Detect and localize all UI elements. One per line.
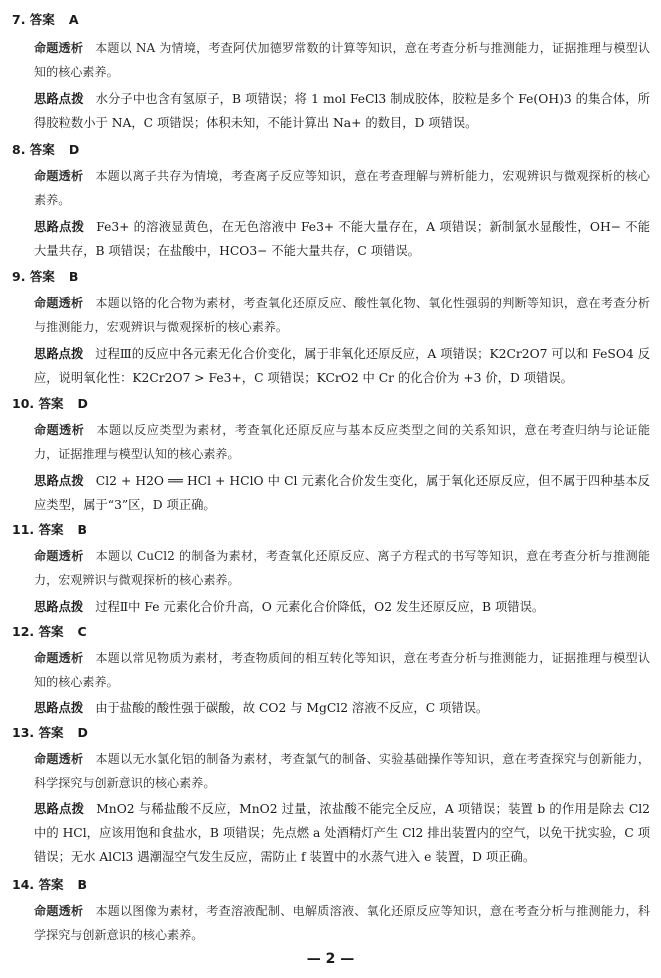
answer-7-value: A (68, 12, 79, 27)
answer-10-value: D (77, 396, 88, 411)
answer-11-value: B (77, 522, 88, 537)
answer-13-value: D (77, 725, 88, 740)
answer-12 (12, 624, 652, 640)
answer-7 (12, 12, 652, 28)
item-11-hint (34, 595, 650, 619)
analysis-text: 本题以反应类型为素材，考查氧化还原反应与基本反应类型之间的关系知识，意在考查归纳与论证能力，证据推理与模型认知的核心素养。 (34, 423, 650, 461)
answer-11-label: 11. 答案 (12, 522, 64, 537)
analysis-text: 本题以铬的化合物为素材，考查氧化还原反应、酸性氧化物、氧化性强弱的判断等知识，意在考查分析与推测能力，宏观辨识与微观探析的核心素养。 (34, 296, 650, 334)
analysis-label: 命题透析 (34, 423, 85, 437)
analysis-text: 本题以 NA 为情境，考查阿伏加德罗常数的计算等知识，意在考查分析与推测能力，证据推理与模型认知的核心素养。 (34, 41, 650, 79)
analysis-text: 本题以 CuCl2 的制备为素材，考查氧化还原反应、离子方程式的书写等知识，意在考查分析与推测能力，宏观辨识与微观探析的核心素养。 (34, 549, 650, 587)
item-12-analysis (34, 646, 650, 694)
item-9-analysis (34, 291, 650, 339)
item-11-analysis (34, 544, 650, 592)
hint-label: 思路点拨 (34, 220, 85, 234)
analysis-text: 本题以无水氯化铝的制备为素材，考查氯气的制备、实验基础操作等知识，意在考查探究与创新能力，科学探究与创新意识的核心素养。 (34, 752, 650, 790)
hint-label: 思路点拨 (34, 474, 84, 488)
hint-text: Cl2 + H2O ══ HCl + HClO 中 Cl 元素化合价发生变化，属于氧化还原反应，但不属于四种基本反应类型，属于“3”区，D 项正确。 (34, 474, 650, 512)
item-10-analysis (34, 418, 650, 466)
hint-label: 思路点拨 (34, 600, 84, 614)
analysis-label: 命题透析 (34, 904, 84, 918)
item-14-analysis (34, 899, 650, 947)
analysis-label: 命题透析 (34, 752, 84, 766)
analysis-label: 命题透析 (34, 41, 84, 55)
analysis-label: 命题透析 (34, 549, 84, 563)
hint-text: 由于盐酸的酸性强于碳酸，故 CO2 与 MgCl2 溶液不反应，C 项错误。 (95, 701, 489, 715)
item-7-analysis (34, 36, 650, 84)
answer-8-label: 8. 答案 (12, 142, 55, 157)
hint-text: Fe3+ 的溶液显黄色，在无色溶液中 Fe3+ 不能大量存在，A 项错误；新制氯水显酸性，OH− 不能大量共存，B 项错误；在盐酸中，HCO3− 不能大量共存，C 项错误。 (34, 220, 650, 258)
item-9-hint (34, 342, 650, 390)
hint-label: 思路点拨 (34, 347, 84, 361)
answer-13-label: 13. 答案 (12, 725, 64, 740)
hint-label: 思路点拨 (34, 92, 84, 106)
analysis-label: 命题透析 (34, 296, 84, 310)
item-8-analysis (34, 164, 650, 212)
answer-14-label: 14. 答案 (12, 877, 64, 892)
answer-14-value: B (77, 877, 88, 892)
item-10-hint (34, 469, 650, 517)
answer-10-label: 10. 答案 (12, 396, 64, 411)
analysis-text: 本题以离子共存为情境，考查离子反应等知识，意在考查理解与辨析能力，宏观辨识与微观探析的核心素养。 (34, 169, 650, 207)
page-number: — 2 — (306, 951, 355, 967)
answer-11 (12, 522, 652, 538)
hint-text: 过程Ⅱ中 Fe 元素化合价升高，O 元素化合价降低，O2 发生还原反应，B 项错误。 (95, 600, 545, 614)
analysis-label: 命题透析 (34, 651, 84, 665)
item-8-hint (34, 215, 650, 263)
answer-13 (12, 725, 652, 741)
answer-8 (12, 142, 652, 158)
hint-text: 水分子中也含有氢原子，B 项错误；将 1 mol FeCl3 制成胶体，胶粒是多个 Fe(OH)3 的集合体，所得胶粒数小于 NA，C 项错误；体积未知，不能计算出 Na+ 的数目，D 项错误。 (34, 92, 650, 130)
analysis-text: 本题以图像为素材，考查溶液配制、电解质溶液、氧化还原反应等知识，意在考查分析与推测能力，科学探究与创新意识的核心素养。 (34, 904, 650, 942)
answer-7-label: 7. 答案 (12, 12, 55, 27)
answer-12-value: C (77, 624, 87, 639)
hint-text: 过程Ⅲ的反应中各元素无化合价变化，属于非氧化还原反应，A 项错误；K2Cr2O7 可以和 FeSO4 反应，说明氧化性：K2Cr2O7 > Fe3+，C 项错误；KCrO2 中 Cr 的化合价为 +3 价，D 项错误。 (34, 347, 650, 385)
hint-text: MnO2 与稀盐酸不反应，MnO2 过量，浓盐酸不能完全反应，A 项错误；装置 b 的作用是除去 Cl2 中的 HCl，应该用饱和食盐水，B 项错误；先点燃 a 处酒精灯产生 Cl2 排出装置内的空气，以免干扰实验，C 项错误；无水 AlCl3 遇潮湿空气发生反应，需防止 f 装置中的水蒸气进入 e 装置，D 项正确。 (34, 802, 650, 864)
analysis-label: 命题透析 (34, 169, 84, 183)
answer-10 (12, 396, 652, 412)
answer-9 (12, 269, 652, 285)
item-7-hint (34, 87, 650, 135)
answer-8-value: D (68, 142, 80, 157)
answer-12-label: 12. 答案 (12, 624, 64, 639)
item-13-analysis (34, 747, 650, 795)
answer-9-label: 9. 答案 (12, 269, 55, 284)
hint-label: 思路点拨 (34, 701, 84, 715)
hint-label: 思路点拨 (34, 802, 85, 816)
analysis-text: 本题以常见物质为素材，考查物质间的相互转化等知识，意在考查分析与推测能力，证据推理与模型认知的核心素养。 (34, 651, 650, 689)
item-13-hint (34, 797, 650, 869)
answer-9-value: B (68, 269, 79, 284)
answer-14 (12, 877, 652, 893)
item-12-hint (34, 696, 650, 720)
